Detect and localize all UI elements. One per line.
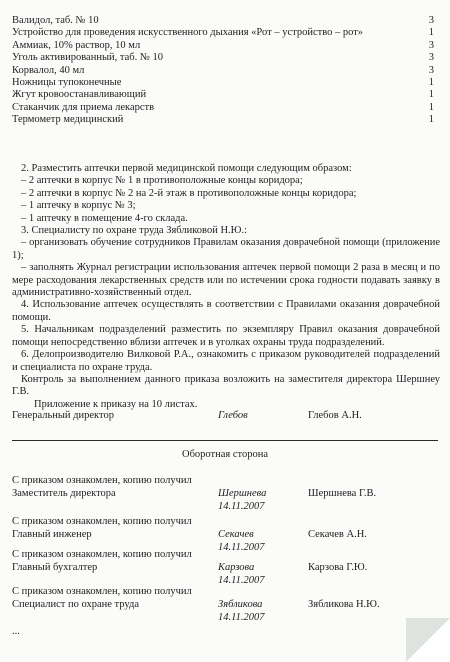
kit-item-name: Стаканчик для приема лекарств — [12, 101, 155, 113]
kit-item-quantity: 1 — [428, 114, 434, 126]
kit-item-name: Ножницы тупоконечные — [12, 76, 122, 88]
employee-signature: Шершнева — [218, 488, 267, 499]
kit-item-quantity: 1 — [428, 101, 434, 113]
order-paragraph: Контроль за выполнением данного приказа возложить на заместителя директора Шершнеу Г.В. — [12, 373, 440, 398]
director-signature: Глебов — [218, 410, 248, 421]
kit-item-quantity: 3 — [428, 64, 434, 76]
order-paragraph: 4. Использование аптечек осуществлять в соответствии с Правилами оказания доврачебной помощи. — [12, 299, 440, 323]
order-paragraph: 3. Специалисту по охране труда Зябликовой Н.Ю.: — [21, 225, 247, 237]
kit-item-row — [12, 27, 434, 39]
signature-date: 14.11.2007 — [218, 575, 265, 586]
kit-item-quantity: 1 — [428, 89, 434, 101]
order-paragraph: – 1 аптечку в помещение 4-го склада. — [21, 212, 188, 224]
kit-item-quantity: 1 — [428, 76, 434, 88]
employee-position: Специалист по охране труда — [12, 599, 139, 610]
kit-item-name: Валидол, таб. № 10 — [12, 15, 99, 26]
director-signature-block — [12, 410, 440, 423]
kit-item-row — [12, 52, 434, 64]
kit-item-row — [12, 114, 434, 126]
employee-name: Шершнева Г.В. — [308, 488, 377, 499]
acquaintance-note: С приказом ознакомлен, копию получил — [12, 586, 192, 597]
employee-signature: Секачев — [218, 529, 254, 540]
folded-corner — [406, 618, 450, 662]
kit-item-quantity: 3 — [428, 52, 434, 64]
kit-item-quantity: 3 — [428, 39, 434, 51]
order-paragraph: – организовать обучение сотрудников Правилам оказания доврачебной помощи (приложение 1); — [12, 237, 440, 261]
kit-item-row — [12, 89, 434, 101]
signature-date: 14.11.2007 — [218, 612, 265, 623]
reverse-side-title: Оборотная сторона — [182, 449, 268, 460]
acquaintance-note: С приказом ознакомлен, копию получил — [12, 549, 192, 560]
kit-item-name: Уголь активированный, таб. № 10 — [12, 52, 163, 64]
acquaintance-entry — [12, 562, 440, 586]
employee-name: Зябликова Н.Ю. — [308, 599, 380, 610]
order-paragraph: 6. Делопроизводителю Вилковой Р.А., ознакомить с приказом руководителей подразделений и специалиста по охране труда. — [12, 349, 440, 373]
employee-position: Главный инженер — [12, 529, 92, 540]
kit-item-row — [12, 15, 434, 27]
first-aid-kit-items — [12, 15, 434, 127]
order-paragraph: 5. Начальникам подразделений разместить по экземпляру Правил оказания доврачебной помощи непосредственно вблизи аптечек и в уголках охраны труда подразделений. — [12, 324, 440, 348]
acquaintance-note: С приказом ознакомлен, копию получил — [12, 475, 192, 486]
acquaintance-entry — [12, 488, 440, 512]
director-name: Глебов А.Н. — [308, 410, 362, 421]
acquaintance-entry — [12, 599, 440, 623]
appendix-note: Приложение к приказу на 10 листах. — [34, 398, 198, 410]
order-paragraph: – 1 аптечку в корпус № 3; — [21, 200, 136, 212]
order-paragraph: – 2 аптечки в корпус № 2 на 2-й этаж в противоположные концы коридора; — [21, 187, 357, 199]
kit-item-name: Корвалол, 40 мл — [12, 64, 85, 76]
kit-item-name: Жгут кровоостанавливающий — [12, 89, 147, 101]
employee-signature: Карзова — [218, 562, 255, 573]
kit-item-name: Устройство для проведения искусственного дыхания «Рот – устройство – рот» — [12, 27, 364, 39]
divider — [12, 440, 438, 441]
director-position: Генеральный директор — [12, 410, 114, 421]
kit-item-row — [12, 102, 434, 114]
order-paragraph: 2. Разместить аптечки первой медицинской помощи следующим образом: — [21, 163, 352, 174]
signature-date: 14.11.2007 — [218, 501, 265, 512]
acquaintance-entry — [12, 529, 440, 553]
acquaintance-note: С приказом ознакомлен, копию получил — [12, 516, 192, 527]
order-paragraph: – заполнять Журнал регистрации использования аптечек первой помощи 2 раза в месяц и по мере расходования лекарственных средств или по истечении срока годности подавать заявку в административно-хозяйственный отдел. — [12, 262, 440, 299]
kit-item-row — [12, 40, 434, 52]
employee-name: Секачев А.Н. — [308, 529, 367, 540]
kit-item-row — [12, 77, 434, 89]
ellipsis: ... — [12, 626, 20, 637]
kit-item-name: Аммиак, 10% раствор, 10 мл — [12, 39, 141, 51]
kit-item-name: Термометр медицинский — [12, 114, 124, 126]
employee-position: Заместитель директора — [12, 488, 116, 499]
order-body — [12, 163, 440, 411]
employee-position: Главный бухгалтер — [12, 562, 98, 573]
employee-signature: Зябликова — [218, 599, 263, 610]
kit-item-quantity: 3 — [428, 15, 434, 26]
kit-item-row — [12, 65, 434, 77]
employee-name: Карзова Г.Ю. — [308, 562, 368, 573]
kit-item-quantity: 1 — [428, 27, 434, 39]
signature-date: 14.11.2007 — [218, 542, 265, 553]
order-paragraph: – 2 аптечки в корпус № 1 в противоположные концы коридора; — [21, 175, 303, 187]
